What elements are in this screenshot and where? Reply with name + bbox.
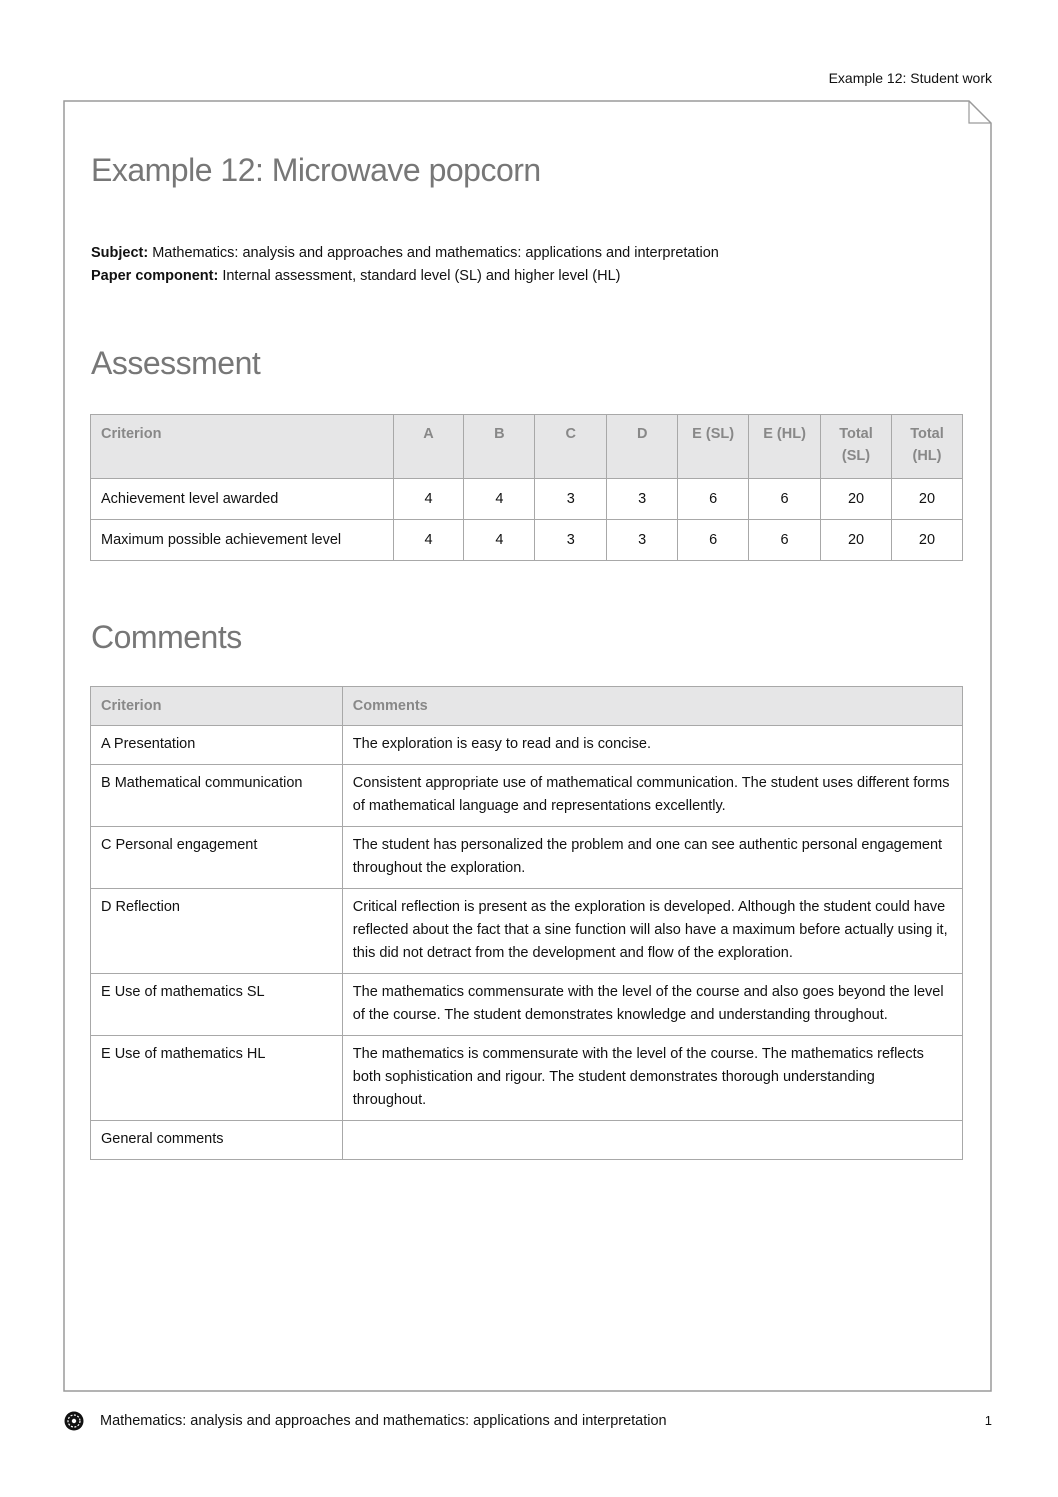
table-row [91,889,963,974]
score-cell: 4 [393,520,464,561]
score-cell: 6 [678,479,749,520]
assessment-col-total-sl: Total (SL) [821,415,892,479]
table-row [91,726,963,765]
subject-line [91,242,719,265]
score-cell: 3 [535,520,607,561]
subject-value: Mathematics: analysis and approaches and mathematics: applications and interpretation [148,245,719,261]
criterion-cell: D Reflection [91,889,343,974]
component-value: Internal assessment, standard level (SL) and higher level (HL) [218,268,621,284]
assessment-col-d: D [607,415,678,479]
footer-text: Mathematics: analysis and approaches and mathematics: applications and interpretation [100,1413,667,1429]
assessment-header-row [91,415,963,479]
document-meta [91,242,719,288]
subject-label: Subject: [91,245,149,261]
comment-cell: The mathematics commensurate with the level of the course and also goes beyond the level of the course. The student demonstrates knowledge and understanding throughout. [342,974,962,1036]
score-cell: 3 [607,479,678,520]
comment-cell [342,1121,962,1160]
row-label: Achievement level awarded [91,479,394,520]
score-cell: 20 [891,520,962,561]
criterion-cell: A Presentation [91,726,343,765]
assessment-col-c: C [535,415,607,479]
comment-cell: Critical reflection is present as the exploration is developed. Although the student could have reflected about the fact that a sine function will also have a maximum before actually using it, this did not detract from the development and flow of the exploration. [342,889,962,974]
assessment-col-criterion: Criterion [91,415,394,479]
score-cell: 6 [678,520,749,561]
comment-cell: The exploration is easy to read and is concise. [342,726,962,765]
criterion-cell: General comments [91,1121,343,1160]
score-cell: 3 [607,520,678,561]
comments-header-row [91,687,963,726]
page-number: 1 [984,1413,992,1428]
ib-logo-icon [64,1411,84,1431]
table-row [91,520,963,561]
assessment-col-e-sl: E (SL) [678,415,749,479]
component-line [91,265,719,288]
comments-col-comments: Comments [342,687,962,726]
assessment-col-total-hl: Total (HL) [891,415,962,479]
document-title: Example 12: Microwave popcorn [91,152,541,188]
running-header: Example 12: Student work [828,70,992,86]
table-row [91,1036,963,1121]
criterion-cell: C Personal engagement [91,827,343,889]
comment-cell: The mathematics is commensurate with the level of the course. The mathematics reflects both sophistication and rigour. The student demonstrates thorough understanding throughout. [342,1036,962,1121]
criterion-cell: E Use of mathematics HL [91,1036,343,1121]
criterion-cell: B Mathematical communication [91,765,343,827]
comment-cell: Consistent appropriate use of mathematical communication. The student uses different forms of mathematical language and representations excellently. [342,765,962,827]
comments-heading: Comments [91,619,242,655]
assessment-heading: Assessment [91,345,261,381]
comments-col-criterion: Criterion [91,687,343,726]
score-cell: 3 [535,479,607,520]
assessment-col-a: A [393,415,464,479]
score-cell: 4 [393,479,464,520]
table-row [91,827,963,889]
comment-cell: The student has personalized the problem and one can see authentic personal engagement throughout the exploration. [342,827,962,889]
score-cell: 4 [464,479,535,520]
criterion-cell: E Use of mathematics SL [91,974,343,1036]
comments-table [90,686,963,1160]
table-row [91,1121,963,1160]
assessment-col-e-hl: E (HL) [749,415,821,479]
assessment-col-b: B [464,415,535,479]
component-label: Paper component: [91,268,219,284]
score-cell: 6 [749,520,821,561]
table-row [91,765,963,827]
score-cell: 20 [891,479,962,520]
assessment-table [90,414,963,561]
score-cell: 20 [821,479,892,520]
score-cell: 6 [749,479,821,520]
row-label: Maximum possible achievement level [91,520,394,561]
table-row [91,479,963,520]
score-cell: 4 [464,520,535,561]
score-cell: 20 [821,520,892,561]
table-row [91,974,963,1036]
